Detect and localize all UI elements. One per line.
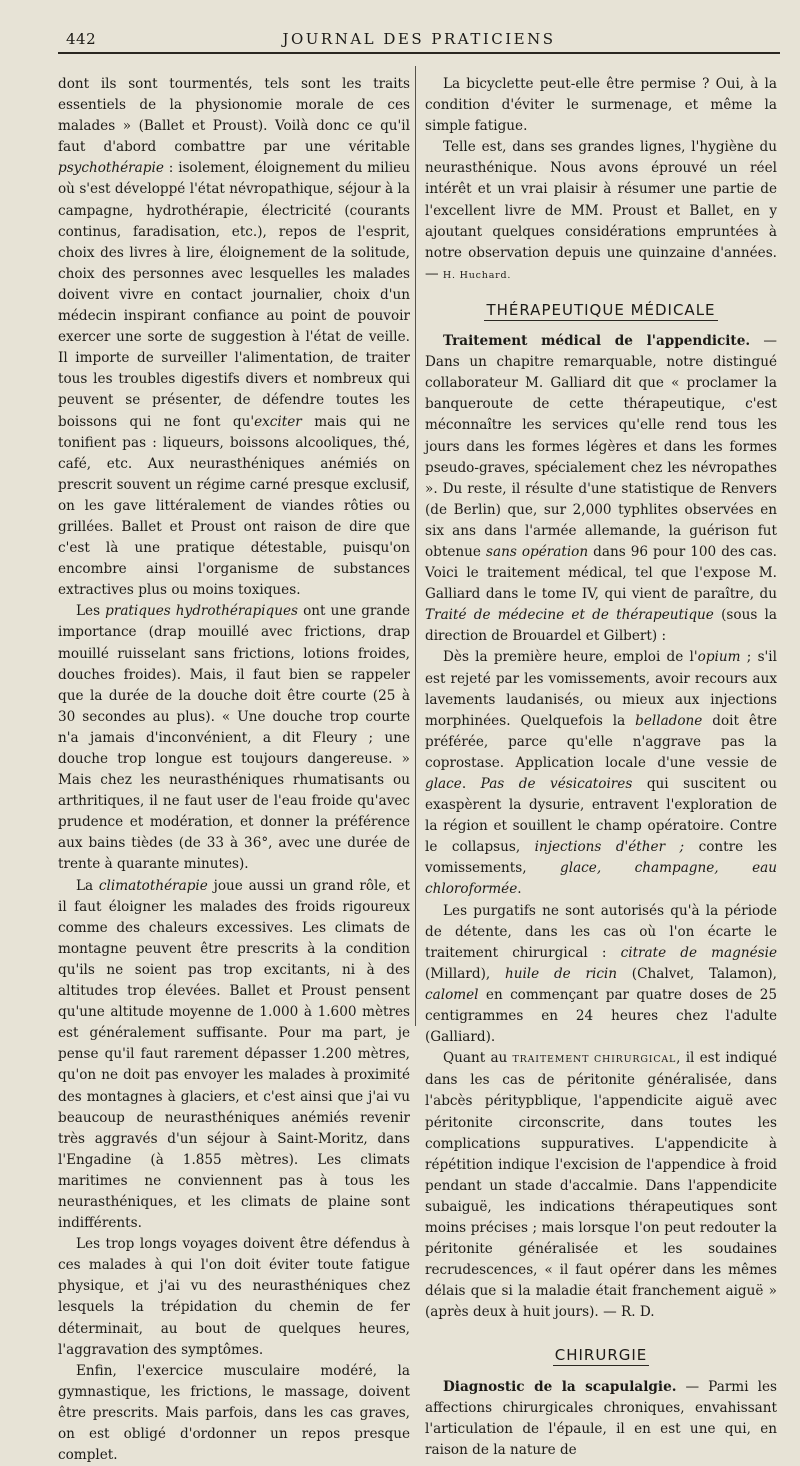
paragraph: Telle est, dans ses grandes lignes, l'hygiène du neurasthénique. Nous avons éprouvé un réel intérêt et un vrai plaisir à résumer une partie de l'excellent livre de MM. Proust et Ballet, en y ajoutant quelques considérations empruntées à notre observation depuis une quinzaine d'années. — H. Huchard. bbox=[425, 139, 777, 282]
paragraph: Enfin, l'exercice musculaire modéré, la gymnastique, les frictions, le massage, doivent être prescrits. Mais parfois, dans les cas graves, on est obligé d'ordonner un repos presque complet. bbox=[58, 1362, 410, 1464]
page-number: 442 bbox=[66, 30, 97, 48]
paragraph: Les trop longs voyages doivent être défendus à ces malades à qui l'on doit éviter toute fatigue physique, et j'ai vu des neurasthéniques chez lesquels la trépidation du chemin de fer déterminait, au bout de quelques heures, l'aggravation des symptômes. bbox=[58, 1236, 410, 1358]
article-heading: Diagnostic de la scapulalgie. bbox=[443, 1378, 677, 1395]
right-column bbox=[425, 74, 777, 1461]
article-heading: Traitement médical de l'appendicite. bbox=[443, 333, 751, 350]
journal-title: JOURNAL DES PRATICIENS bbox=[282, 30, 556, 48]
section-title: CHIRURGIE bbox=[554, 1346, 648, 1365]
paragraph: Les purgatifs ne sont autorisés qu'à la période de détente, dans les cas où l'on écarte le traitement chirurgical : citrate de magnésie (Millard), huile de ricin (Chalvet, Talamon), calomel en commençant par quatre doses de 25 centigrammes en 24 heures chez l'adulte (Galliard). bbox=[425, 902, 777, 1046]
paragraph: dont ils sont tourmentés, tels sont les traits essentiels de la physionomie morale de ces malades » (Ballet et Proust). Voilà donc ce qu'il faut d'abord combattre par une véritable psychothérapie : isolement, éloignement du milieu où s'est développé l'état névropathique, séjour à la campagne, hydrothérapie, électricité (courants continus, faradisation, etc.), repos de l'esprit, choix des livres à lire, éloignement de la solitude, choix des personnes avec lesquelles les malades doivent vivre en contact journalier, choix d'un médecin inspirant confiance au point de pouvoir exercer une sorte de suggestion à l'état de veille. Il importe de surveiller l'alimentation, de traiter tous les troubles digestifs divers et nombreux qui peuvent se présenter, de défendre toutes les boissons qui ne font qu'exciter mais qui ne tonifient pas : liqueurs, boissons alcooliques, thé, café, etc. Aux neurasthéniques anémiés on prescrit souvent un régime carné presque exclusif, on les gave littéralement de viandes rôties ou grillées. Ballet et Proust ont raison de dire que c'est là une pratique détestable, puisqu'on encombre ainsi l'organisme de substances extractives plus ou moins toxiques. bbox=[58, 76, 410, 599]
paragraph: Dès la première heure, emploi de l'opium ; s'il est rejeté par les vomissements, avoir recours aux lavements laudanisés, ou mieux aux injections morphinées. Quelquefois la belladone doit être préférée, parce qu'elle n'aggrave pas la coprostase. Application locale d'une vessie de glace. Pas de vésicatoires qui suscitent ou exaspèrent la dysurie, entravent l'exploration de la région et souillent le champ opératoire. Contre le collapsus, injections d'éther ; contre les vomissements, glace, champagne, eau chloroformée. bbox=[425, 649, 778, 898]
paragraph: Les pratiques hydrothérapiques ont une grande importance (drap mouillé avec frictions, drap mouillé ruisselant sans frictions, lotions froides, douches froides). Mais, il faut bien se rappeler que la durée de la douche doit être courte (25 à 30 secondes au plus). « Une douche trop courte n'a jamais d'inconvénient, a dit Fleury ; une douche trop longue est toujours dangereuse. » Mais chez les neurasthéniques rhumatisants ou arthritiques, il ne faut user de l'eau froide qu'avec prudence et modération, et donner la préférence aux bains tièdes (de 33 à 36°, avec une durée de trente à quarante minutes). bbox=[58, 603, 411, 873]
author-signature: H. Huchard. bbox=[442, 269, 512, 281]
paragraph: Diagnostic de la scapulalgie. — Parmi les affections chirurgicales chroniques, envahissant l'articulation de l'épaule, il en est une qui, en raison de la nature de bbox=[425, 1378, 777, 1458]
left-column bbox=[58, 74, 410, 1466]
paragraph: Traitement médical de l'appendicite. — Dans un chapitre remarquable, notre distingué collaborateur M. Galliard dit que « proclamer la banqueroute de cette thérapeutique, c'est méconnaître les services qu'elle rend tous les jours dans les formes légères et dans les formes pseudo-graves, spécialement chez les névropathes ». Du reste, il résulte d'une statistique de Renvers (de Berlin) que, sur 2,000 typhlites observées en six ans dans l'armée allemande, la guérison fut obtenue sans opération dans 96 pour 100 des cas. Voici le traitement médical, tel que l'expose M. Galliard dans le tome IV, qui vient de paraître, du Traité de médecine et de thérapeutique (sous la direction de Brouardel et Gilbert) : bbox=[425, 333, 777, 645]
column-divider bbox=[415, 66, 416, 1026]
paragraph: La bicyclette peut-elle être permise ? Oui, à la condition d'éviter le surmenage, et même la simple fatigue. bbox=[425, 76, 777, 135]
page-header bbox=[58, 26, 780, 54]
section-title: THÉRAPEUTIQUE MÉDICALE bbox=[486, 300, 716, 319]
paragraph: La climatothérapie joue aussi un grand rôle, et il faut éloigner les malades des froids rigoureux comme des chaleurs excessives. Les climats de montagne peuvent être prescrits à la condition qu'ils ne soient pas trop excitants, ni à des altitudes trop élevées. Ballet et Proust pensent qu'une altitude moyenne de 1.000 à 1.600 mètres est généralement suffisante. Pour ma part, je pense qu'il faut rarement dépasser 1.200 mètres, qu'on ne doit pas envoyer les malades à proximité des montagnes à glaciers, et c'est ainsi que j'ai vu beaucoup de neurasthéniques anémiés revenir très aggravés d'un séjour à Saint-Moritz, dans l'Engadine (à 1.855 mètres). Les climats maritimes ne conviennent pas à tous les neurasthéniques, et les climats de plaine sont indifférents. bbox=[58, 877, 410, 1232]
paragraph: Quant au TRAITEMENT CHIRURGICAL, il est indiqué dans les cas de péritonite généralisée, dans l'abcès péritypblique, l'appendicite aiguë avec péritonite circonscrite, dans toutes les complications suppuratives. L'appendicite à répétition indique l'excision de l'appendice à froid pendant un stade d'accalmie. Dans l'appendicite subaiguë, les indications thérapeutiques sont moins précises ; mais lorsque l'on peut redouter la péritonite généralisée et les soudaines recrudescences, « il faut opérer dans les mêmes délais que si la maladie était franchement aiguë » (après deux à huit jours). — R. D. bbox=[425, 1050, 777, 1321]
